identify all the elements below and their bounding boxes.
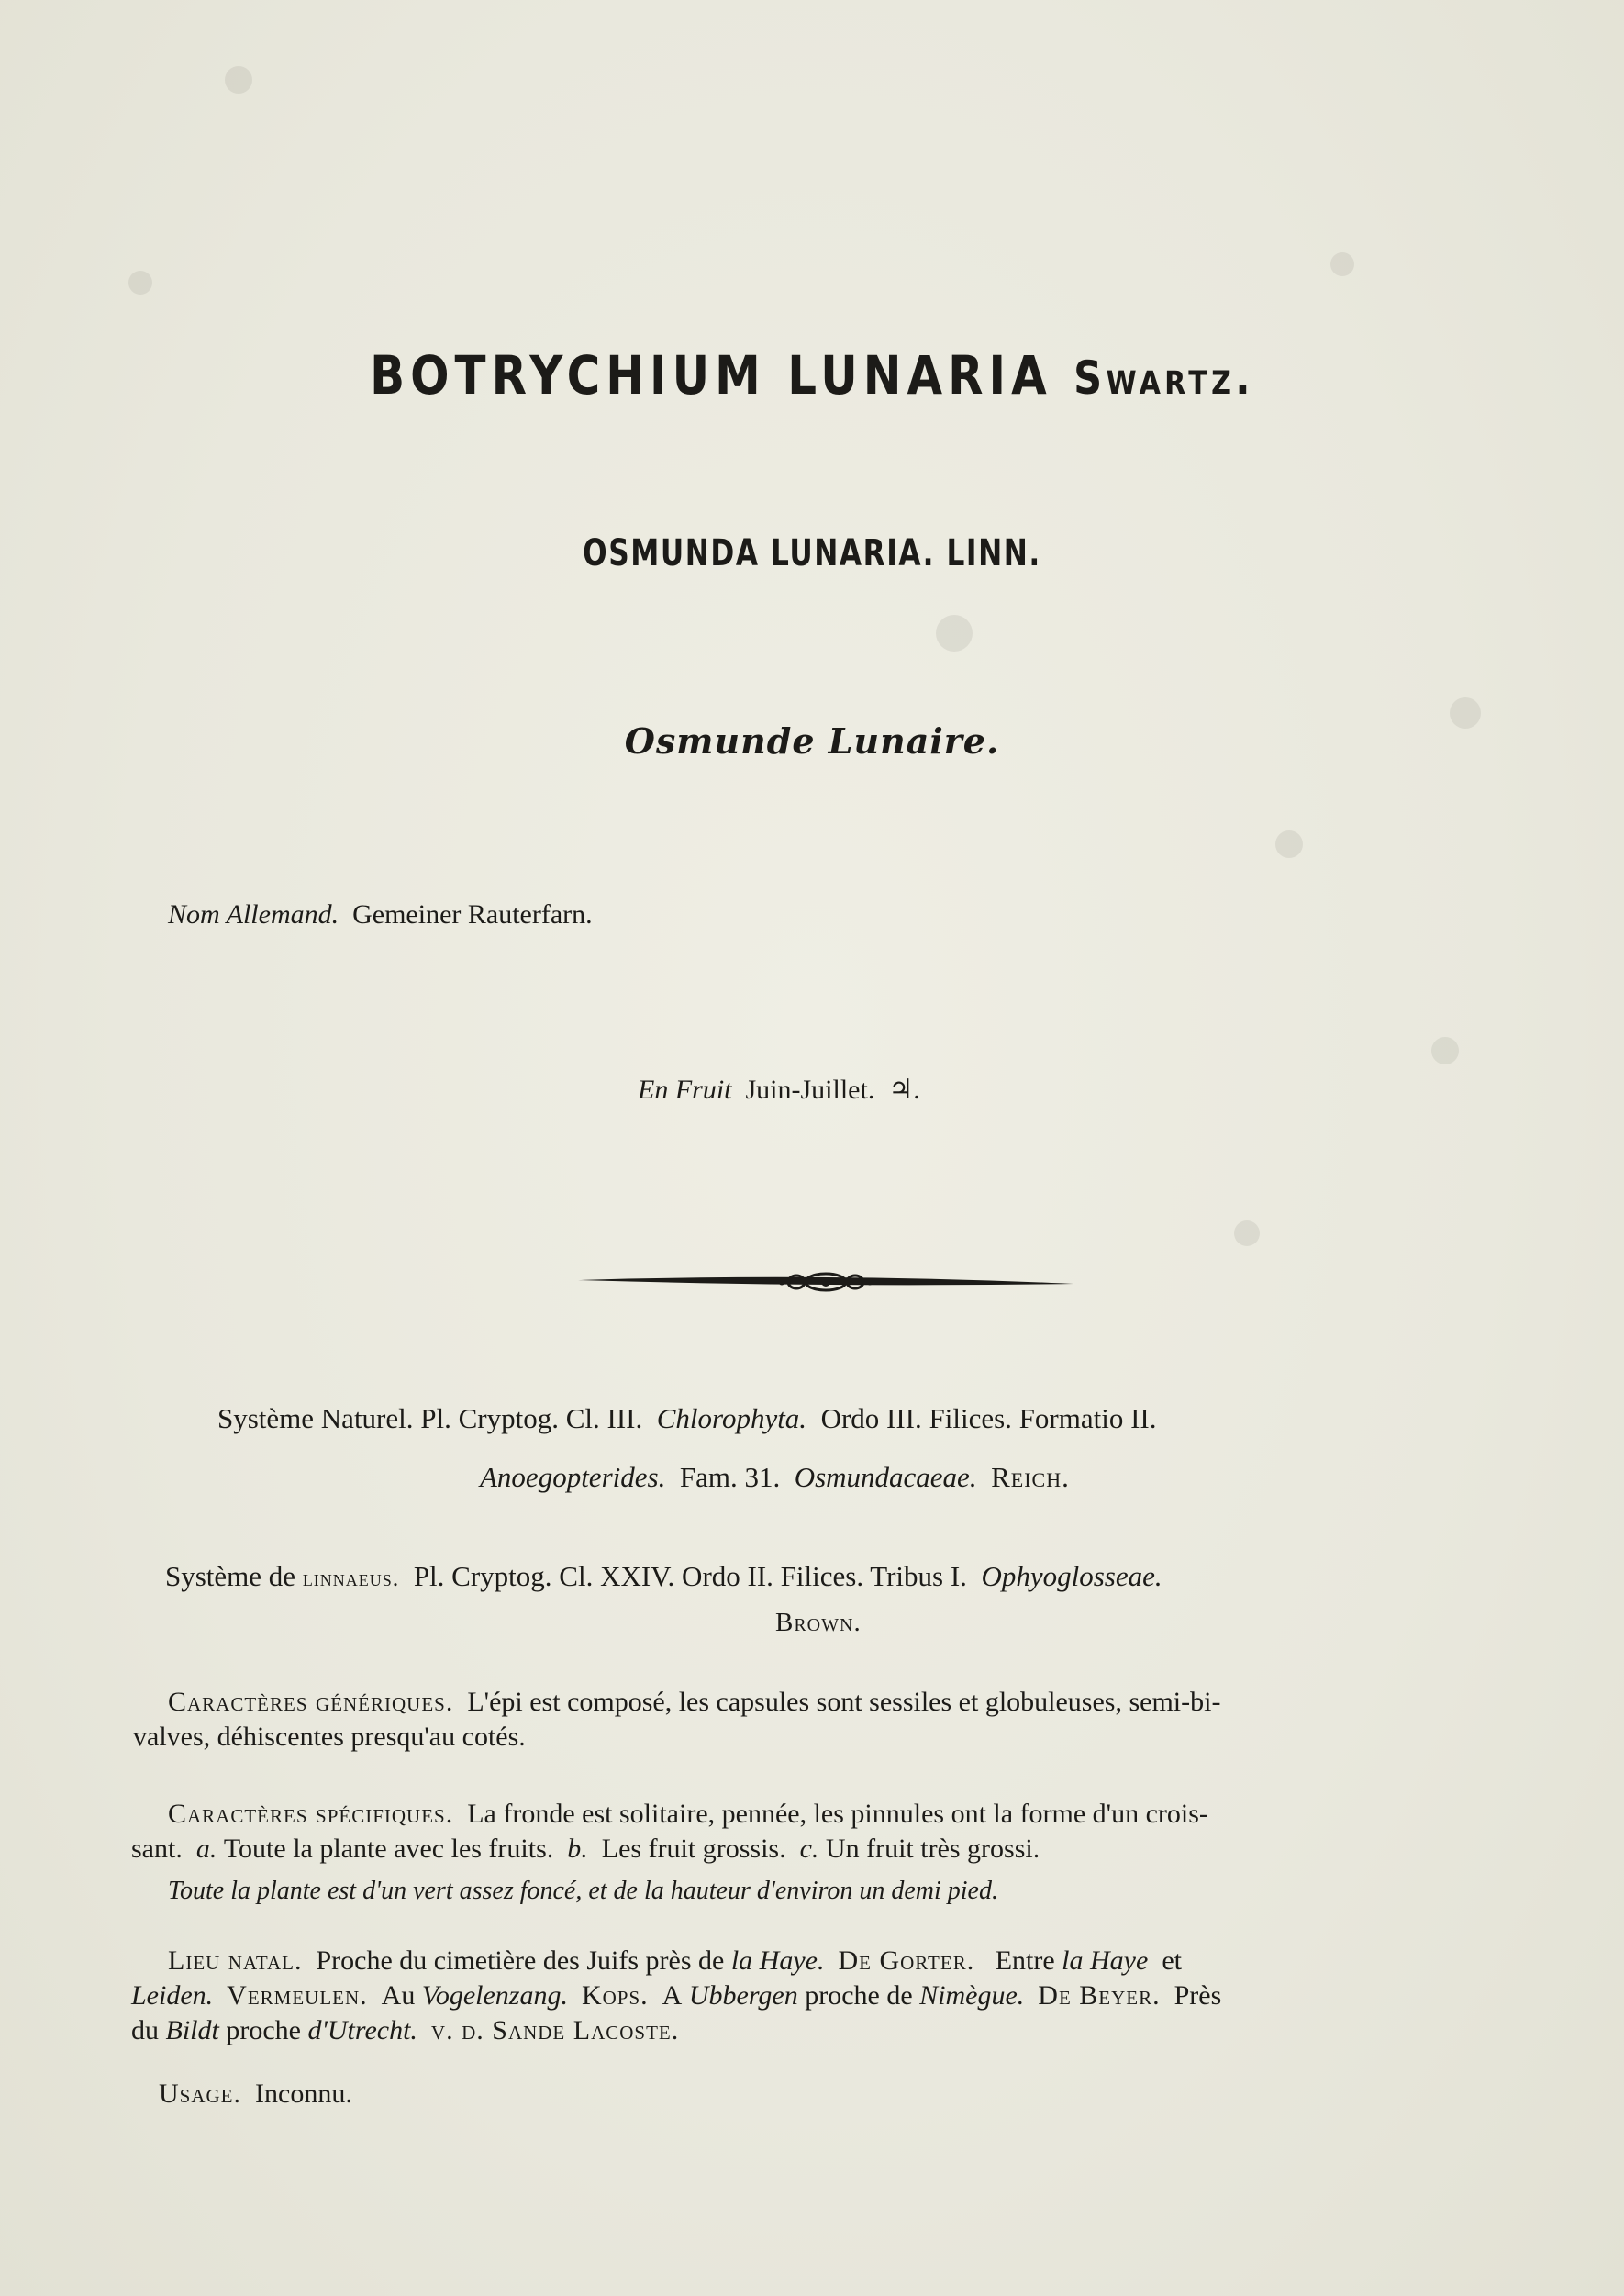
lieu-text-au: Au — [381, 1980, 416, 2011]
systeme-naturel-family: Osmundacaeae. — [794, 1461, 977, 1493]
place-bildt: Bildt — [165, 2015, 219, 2045]
paper-spot — [1234, 1220, 1260, 1246]
paper-spot — [128, 271, 152, 295]
lieu-natal-line2 — [131, 1978, 1221, 2013]
figure-b-caption: Les fruit grossis. — [601, 1833, 786, 1864]
page-title — [114, 344, 1510, 407]
caracteres-generiques — [133, 1685, 1221, 1755]
figure-c-caption: Un fruit très grossi. — [825, 1833, 1040, 1864]
paper-spot — [1431, 1037, 1459, 1064]
systeme-naturel-authority: Reich. — [991, 1461, 1070, 1493]
collector-kops: Kops. — [581, 1980, 649, 2011]
caracteres-specifiques — [131, 1797, 1208, 1909]
caracteres-generiques-label: Caractères génériques. — [168, 1687, 454, 1717]
figure-c-marker: c. — [799, 1833, 819, 1864]
figure-a-caption: Toute la plante avec les fruits. — [223, 1833, 554, 1864]
figure-a-marker: a. — [195, 1833, 217, 1864]
systeme-naturel-formatio: Anoegopterides. — [480, 1461, 666, 1493]
collector-sande-lacoste: v. d. Sande Lacoste. — [430, 2015, 680, 2045]
paper-spot — [936, 615, 973, 652]
usage-value: Inconnu. — [255, 2079, 352, 2109]
lieu-natal — [131, 1944, 1222, 2048]
systeme-linnaeus-line1 — [165, 1560, 1162, 1593]
caracteres-specifiques-line3: Toute la plante est d'un vert assez foncé, et de la hauteur d'environ un demi pied. — [168, 1877, 998, 1905]
lieu-natal-line1 — [168, 1944, 1221, 1978]
lieu-natal-line3 — [131, 2013, 1221, 2048]
collector-de-beyer: De Beyer. — [1038, 1980, 1161, 2011]
caracteres-specifiques-label: Caractères spécifiques. — [168, 1799, 454, 1829]
french-name: Osmunde Lunaire. — [624, 720, 1000, 762]
lieu-natal-label: Lieu natal. — [168, 1945, 303, 1976]
systeme-naturel-line1 — [217, 1402, 1156, 1435]
german-name-line — [168, 899, 593, 931]
lieu-text-et: et — [1162, 1945, 1182, 1976]
text-sant: sant. — [131, 1833, 183, 1864]
systeme-linnaeus-tribe: Ophyoglosseae. — [981, 1560, 1162, 1592]
place-leiden: Leiden. — [131, 1980, 214, 2011]
fruit-value: Juin-Juillet. — [745, 1075, 875, 1105]
caracteres-generiques-line2: valves, déhiscentes presqu'au cotés. — [133, 1722, 526, 1752]
place-la-haye: la Haye. — [730, 1945, 825, 1976]
linnaeus-name: linnaeus. — [302, 1565, 400, 1591]
paper-spot — [1330, 252, 1354, 276]
place-utrecht: d'Utrecht. — [307, 2015, 417, 2045]
place-vogelenzang: Vogelenzang. — [421, 1980, 568, 2011]
perennial-symbol: ♃. — [888, 1075, 920, 1105]
place-nimegue: Nimègue. — [919, 1980, 1025, 2011]
systeme-linnaeus-label: Système de — [165, 1560, 296, 1592]
systeme-naturel-family-number: Fam. 31. — [679, 1461, 781, 1493]
systeme-naturel-division: Chlorophyta. — [656, 1402, 807, 1434]
collector-vermeulen: Vermeulen. — [227, 1980, 368, 2011]
lieu-text-proche-de: proche de — [805, 1980, 913, 2011]
systeme-linnaeus-class: Pl. Cryptog. Cl. XXIV. Ordo II. Filices. Tribus I. — [413, 1560, 967, 1592]
figure-b-marker: b. — [567, 1833, 588, 1864]
ornamental-divider-icon — [578, 1262, 1073, 1302]
systeme-naturel-line2 — [480, 1461, 1070, 1494]
german-name-value: Gemeiner Rauterfarn. — [352, 899, 593, 930]
lieu-text-pres: Près — [1174, 1980, 1222, 2011]
german-name-label: Nom Allemand. — [168, 899, 339, 930]
paper-spot — [225, 66, 252, 94]
lieu-text: Proche du cimetière des Juifs près de — [316, 1945, 725, 1976]
lieu-text-proche: proche — [226, 2015, 301, 2045]
caracteres-specifiques-line1 — [168, 1797, 1208, 1832]
fruit-label: En Fruit — [638, 1075, 732, 1105]
caracteres-specifiques-line2 — [131, 1832, 1208, 1867]
collector-de-gorter: De Gorter. — [838, 1945, 975, 1976]
synonym-title: OSMUNDA LUNARIA. LINN. — [583, 532, 1041, 574]
caracteres-specifiques-text1: La fronde est solitaire, pennée, les pinnules ont la forme d'un crois- — [467, 1799, 1208, 1829]
caracteres-generiques-line1 — [168, 1685, 1220, 1720]
species-name: BOTRYCHIUM LUNARIA — [370, 344, 1052, 407]
systeme-naturel-text: Système Naturel. Pl. Cryptog. Cl. III. — [217, 1402, 643, 1434]
lieu-text-entre: Entre — [995, 1945, 1055, 1976]
paper-spot — [1275, 830, 1303, 858]
lieu-text-du: du — [131, 2015, 159, 2045]
usage-line — [159, 2079, 352, 2110]
caracteres-generiques-text1: L'épi est composé, les capsules sont sessiles et globuleuses, semi-bi- — [467, 1687, 1221, 1717]
systeme-naturel-order: Ordo III. Filices. Formatio II. — [820, 1402, 1157, 1434]
place-ubbergen: Ubbergen — [688, 1980, 798, 2011]
place-la-haye-2: la Haye — [1062, 1945, 1149, 1976]
systeme-linnaeus-authority: Brown. — [775, 1608, 862, 1637]
usage-label: Usage. — [159, 2079, 242, 2109]
lieu-text-a: A — [662, 1980, 683, 2011]
species-author: Swartz. — [1073, 351, 1254, 405]
fruit-line — [638, 1074, 920, 1106]
